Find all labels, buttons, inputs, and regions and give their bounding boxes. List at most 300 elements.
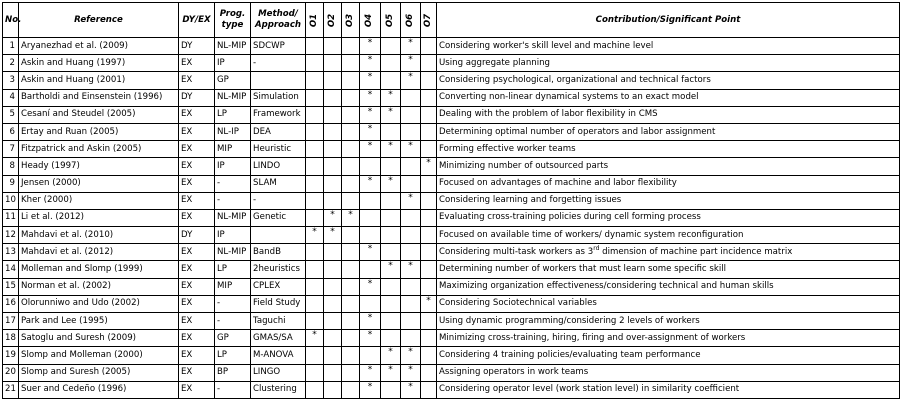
row-number: 10 [3,192,19,209]
table-row [3,330,900,347]
dyex-cell: EX [179,55,215,72]
objective-o2-cell [324,381,342,398]
prog-type-cell: LP [215,106,251,123]
contribution-cell: Considering psychological, organizational and technical factors [437,72,900,89]
method-cell: - [251,55,306,72]
row-number: 13 [3,244,19,261]
row-number: 7 [3,141,19,158]
objective-o3-cell: * [342,209,360,226]
table-row [3,158,900,175]
objective-o4-cell [360,158,381,175]
objective-o4-cell [360,347,381,364]
method-cell: Framework [251,106,306,123]
objective-o6-cell [401,123,421,140]
row-number: 15 [3,278,19,295]
prog-type-cell: NL-MIP [215,38,251,55]
row-number: 3 [3,72,19,89]
table-row [3,278,900,295]
objective-o7-cell [421,106,437,123]
reference-cell: Mahdavi et al. (2010) [19,227,179,244]
objective-o1-cell [306,89,324,106]
objective-o4-cell: * [360,38,381,55]
objective-o7-cell: * [421,158,437,175]
prog-type-cell: NL-MIP [215,89,251,106]
objective-o1-cell [306,295,324,312]
reference-cell: Jensen (2000) [19,175,179,192]
objective-o3-cell [342,295,360,312]
objective-o3-cell [342,72,360,89]
prog-type-cell: BP [215,364,251,381]
objective-o2-cell [324,261,342,278]
contribution-cell: Determining optimal number of operators and labor assignment [437,123,900,140]
objective-o6-cell: * [401,381,421,398]
contribution-cell: Focused on advantages of machine and labor flexibility [437,175,900,192]
objective-o1-cell [306,192,324,209]
objective-o5-cell [381,313,401,330]
row-number: 18 [3,330,19,347]
header-row [3,3,900,38]
row-number: 21 [3,381,19,398]
prog-type-cell: NL-MIP [215,244,251,261]
dyex-cell: EX [179,347,215,364]
contribution-cell: Determining number of workers that must learn some specific skill [437,261,900,278]
objective-o6-cell: * [401,261,421,278]
objective-o3-cell [342,278,360,295]
contribution-cell: Using dynamic programming/considering 2 levels of workers [437,313,900,330]
objective-o2-cell [324,38,342,55]
objective-o4-cell: * [360,330,381,347]
dyex-cell: EX [179,175,215,192]
row-number: 1 [3,38,19,55]
objective-o5-cell: * [381,261,401,278]
row-number: 14 [3,261,19,278]
dyex-cell: EX [179,278,215,295]
objective-o7-cell [421,261,437,278]
dyex-cell: EX [179,123,215,140]
objective-o5-cell: * [381,106,401,123]
objective-o3-cell [342,38,360,55]
objective-o1-cell [306,244,324,261]
row-number: 19 [3,347,19,364]
objective-o6-cell: * [401,192,421,209]
objective-o5-cell [381,330,401,347]
dyex-cell: EX [179,364,215,381]
reference-cell: Ertay and Ruan (2005) [19,123,179,140]
dyex-cell: EX [179,106,215,123]
prog-type-cell: GP [215,330,251,347]
objective-o4-cell [360,209,381,226]
prog-type-cell: IP [215,227,251,244]
row-number: 16 [3,295,19,312]
header-prog-type: Prog. type [215,3,251,38]
dyex-cell: EX [179,313,215,330]
reference-cell: Kher (2000) [19,192,179,209]
table-row [3,364,900,381]
prog-type-cell: - [215,192,251,209]
prog-type-cell: - [215,313,251,330]
objective-o4-cell [360,227,381,244]
objective-o7-cell [421,55,437,72]
objective-o5-cell [381,38,401,55]
objective-o1-cell [306,175,324,192]
objective-o6-cell [401,278,421,295]
method-cell [251,227,306,244]
objective-o6-cell: * [401,72,421,89]
objective-o6-cell [401,244,421,261]
objective-o1-cell [306,364,324,381]
objective-o7-cell [421,381,437,398]
objective-o3-cell [342,364,360,381]
objective-o2-cell: * [324,209,342,226]
objective-o2-cell [324,123,342,140]
objective-o5-cell [381,278,401,295]
objective-o3-cell [342,313,360,330]
header-objective-o3: O3 [342,3,360,38]
objective-o7-cell [421,141,437,158]
objective-o2-cell [324,158,342,175]
objective-o7-cell [421,123,437,140]
method-cell: Taguchi [251,313,306,330]
prog-type-cell: NL-MIP [215,209,251,226]
objective-o1-cell [306,123,324,140]
objective-o5-cell: * [381,364,401,381]
objective-o6-cell: * [401,364,421,381]
contribution-cell: Dealing with the problem of labor flexibility in CMS [437,106,900,123]
contribution-cell: Using aggregate planning [437,55,900,72]
objective-o5-cell [381,192,401,209]
header-objective-o6: O6 [401,3,421,38]
objective-o7-cell [421,330,437,347]
table-row [3,227,900,244]
objective-o1-cell [306,72,324,89]
reference-cell: Park and Lee (1995) [19,313,179,330]
dyex-cell: DY [179,38,215,55]
header-dyex: DY/EX [179,3,215,38]
objective-o5-cell [381,123,401,140]
objective-o7-cell [421,313,437,330]
objective-o7-cell [421,89,437,106]
dyex-cell: EX [179,244,215,261]
dyex-cell: EX [179,158,215,175]
objective-o6-cell [401,158,421,175]
contribution-cell: Considering 4 training policies/evaluating team performance [437,347,900,364]
objective-o3-cell [342,175,360,192]
table-row [3,244,900,261]
header-objective-o7: O7 [421,3,437,38]
objective-o2-cell [324,330,342,347]
objective-o7-cell: * [421,295,437,312]
header-objective-o4: O4 [360,3,381,38]
objective-o1-cell [306,106,324,123]
reference-cell: Bartholdi and Einsenstein (1996) [19,89,179,106]
objective-o3-cell [342,244,360,261]
reference-cell: Cesaní and Steudel (2005) [19,106,179,123]
row-number: 20 [3,364,19,381]
objective-o1-cell: * [306,227,324,244]
objective-o3-cell [342,347,360,364]
objective-o3-cell [342,141,360,158]
reference-cell: Askin and Huang (2001) [19,72,179,89]
reference-cell: Satoglu and Suresh (2009) [19,330,179,347]
prog-type-cell: - [215,381,251,398]
objective-o4-cell [360,295,381,312]
objective-o3-cell [342,55,360,72]
objective-o4-cell [360,261,381,278]
prog-type-cell: - [215,295,251,312]
objective-o4-cell: * [360,381,381,398]
row-number: 6 [3,123,19,140]
method-cell: Simulation [251,89,306,106]
objective-o4-cell [360,192,381,209]
method-cell: Clustering [251,381,306,398]
contribution-cell: Forming effective worker teams [437,141,900,158]
dyex-cell: EX [179,72,215,89]
objective-o7-cell [421,192,437,209]
objective-o7-cell [421,347,437,364]
objective-o5-cell: * [381,89,401,106]
method-cell: LINGO [251,364,306,381]
table-row [3,381,900,398]
method-cell: Genetic [251,209,306,226]
objective-o7-cell [421,72,437,89]
header-reference: Reference [19,3,179,38]
objective-o3-cell [342,123,360,140]
objective-o1-cell [306,347,324,364]
objective-o6-cell: * [401,38,421,55]
objective-o6-cell [401,330,421,347]
contribution-cell: Assigning operators in work teams [437,364,900,381]
row-number: 2 [3,55,19,72]
objective-o2-cell [324,106,342,123]
ordinal-superscript: rd [593,244,600,252]
contribution-cell: Considering Sociotechnical variables [437,295,900,312]
objective-o3-cell [342,261,360,278]
objective-o2-cell [324,295,342,312]
objective-o1-cell [306,55,324,72]
objective-o1-cell [306,278,324,295]
contribution-cell: Evaluating cross-training policies during cell forming process [437,209,900,226]
objective-o4-cell: * [360,141,381,158]
objective-o5-cell [381,244,401,261]
row-number: 5 [3,106,19,123]
objective-o3-cell [342,106,360,123]
method-cell: DEA [251,123,306,140]
objective-o6-cell [401,209,421,226]
prog-type-cell: GP [215,72,251,89]
header-objective-o2: O2 [324,3,342,38]
method-cell: SDCWP [251,38,306,55]
table-row [3,141,900,158]
objective-o7-cell [421,244,437,261]
contribution-cell: Converting non-linear dynamical systems to an exact model [437,89,900,106]
objective-o5-cell [381,381,401,398]
objective-o5-cell: * [381,141,401,158]
prog-type-cell: IP [215,158,251,175]
objective-o6-cell [401,295,421,312]
objective-o2-cell [324,55,342,72]
objective-o1-cell [306,313,324,330]
objective-o2-cell [324,278,342,295]
table-row [3,175,900,192]
contribution-cell: Maximizing organization effectiveness/considering technical and human skills [437,278,900,295]
literature-table-container [2,2,900,399]
objective-o5-cell [381,55,401,72]
method-cell: 2heuristics [251,261,306,278]
row-number: 4 [3,89,19,106]
objective-o5-cell [381,209,401,226]
objective-o5-cell [381,72,401,89]
objective-o7-cell [421,209,437,226]
contribution-cell: Considering operator level (work station level) in similarity coefficient [437,381,900,398]
objective-o2-cell [324,141,342,158]
objective-o5-cell [381,158,401,175]
reference-cell: Fitzpatrick and Askin (2005) [19,141,179,158]
objective-o6-cell [401,175,421,192]
row-number: 12 [3,227,19,244]
objective-o5-cell: * [381,175,401,192]
objective-o6-cell: * [401,55,421,72]
objective-o2-cell [324,244,342,261]
row-number: 8 [3,158,19,175]
contribution-cell: Minimizing cross-training, hiring, firing and over-assignment of workers [437,330,900,347]
objective-o4-cell: * [360,55,381,72]
objective-o4-cell: * [360,313,381,330]
objective-o1-cell [306,261,324,278]
objective-o2-cell [324,72,342,89]
objective-o3-cell [342,158,360,175]
method-cell: SLAM [251,175,306,192]
method-cell: - [251,192,306,209]
dyex-cell: DY [179,227,215,244]
objective-o4-cell: * [360,106,381,123]
contribution-cell: Minimizing number of outsourced parts [437,158,900,175]
reference-cell: Olorunniwo and Udo (2002) [19,295,179,312]
row-number: 11 [3,209,19,226]
dyex-cell: EX [179,330,215,347]
dyex-cell: EX [179,381,215,398]
header-no: No. [3,3,19,38]
objective-o7-cell [421,364,437,381]
dyex-cell: EX [179,141,215,158]
objective-o7-cell [421,38,437,55]
reference-cell: Askin and Huang (1997) [19,55,179,72]
objective-o1-cell [306,38,324,55]
objective-o4-cell: * [360,364,381,381]
objective-o6-cell: * [401,347,421,364]
contribution-cell: Considering learning and forgetting issues [437,192,900,209]
table-row [3,347,900,364]
dyex-cell: EX [179,192,215,209]
objective-o1-cell [306,158,324,175]
prog-type-cell: MIP [215,141,251,158]
objective-o2-cell [324,347,342,364]
objective-o1-cell [306,209,324,226]
reference-cell: Norman et al. (2002) [19,278,179,295]
objective-o5-cell [381,295,401,312]
objective-o4-cell: * [360,123,381,140]
objective-o3-cell [342,381,360,398]
objective-o6-cell [401,89,421,106]
objective-o2-cell: * [324,227,342,244]
objective-o3-cell [342,330,360,347]
objective-o6-cell [401,106,421,123]
objective-o2-cell [324,89,342,106]
dyex-cell: EX [179,295,215,312]
method-cell [251,72,306,89]
method-cell: LINDO [251,158,306,175]
table-row [3,313,900,330]
objective-o6-cell: * [401,141,421,158]
objective-o6-cell [401,227,421,244]
method-cell: Field Study [251,295,306,312]
method-cell: M-ANOVA [251,347,306,364]
objective-o1-cell: * [306,330,324,347]
reference-cell: Mahdavi et al. (2012) [19,244,179,261]
table-row [3,123,900,140]
table-row [3,295,900,312]
objective-o4-cell: * [360,89,381,106]
contribution-cell: Considering worker's skill level and machine level [437,38,900,55]
table-row [3,192,900,209]
table-row [3,89,900,106]
objective-o3-cell [342,89,360,106]
dyex-cell: EX [179,209,215,226]
objective-o4-cell: * [360,244,381,261]
reference-cell: Li et al. (2012) [19,209,179,226]
objective-o3-cell [342,227,360,244]
objective-o2-cell [324,364,342,381]
method-cell: CPLEX [251,278,306,295]
row-number: 9 [3,175,19,192]
header-objective-o5: O5 [381,3,401,38]
header-objective-o1: O1 [306,3,324,38]
objective-o5-cell: * [381,347,401,364]
objective-o1-cell [306,381,324,398]
table-body [3,38,900,399]
table-row [3,72,900,89]
reference-cell: Slomp and Suresh (2005) [19,364,179,381]
objective-o3-cell [342,192,360,209]
objective-o6-cell [401,313,421,330]
objective-o7-cell [421,278,437,295]
contribution-cell: Focused on available time of workers/ dynamic system reconfiguration [437,227,900,244]
prog-type-cell: - [215,175,251,192]
reference-cell: Slomp and Molleman (2000) [19,347,179,364]
table-row [3,38,900,55]
dyex-cell: DY [179,89,215,106]
objective-o4-cell: * [360,72,381,89]
objective-o2-cell [324,175,342,192]
contribution-cell: Considering multi-task workers as 3rd dimension of machine part incidence matrix [437,244,900,261]
table-row [3,261,900,278]
prog-type-cell: LP [215,261,251,278]
row-number: 17 [3,313,19,330]
objective-o4-cell: * [360,278,381,295]
objective-o7-cell [421,175,437,192]
objective-o1-cell [306,141,324,158]
prog-type-cell: NL-IP [215,123,251,140]
table-row [3,106,900,123]
header-contribution: Contribution/Significant Point [437,3,900,38]
objective-o4-cell: * [360,175,381,192]
reference-cell: Heady (1997) [19,158,179,175]
method-cell: Heuristic [251,141,306,158]
method-cell: BandB [251,244,306,261]
reference-cell: Molleman and Slomp (1999) [19,261,179,278]
table-row [3,55,900,72]
method-cell: GMAS/SA [251,330,306,347]
prog-type-cell: LP [215,347,251,364]
